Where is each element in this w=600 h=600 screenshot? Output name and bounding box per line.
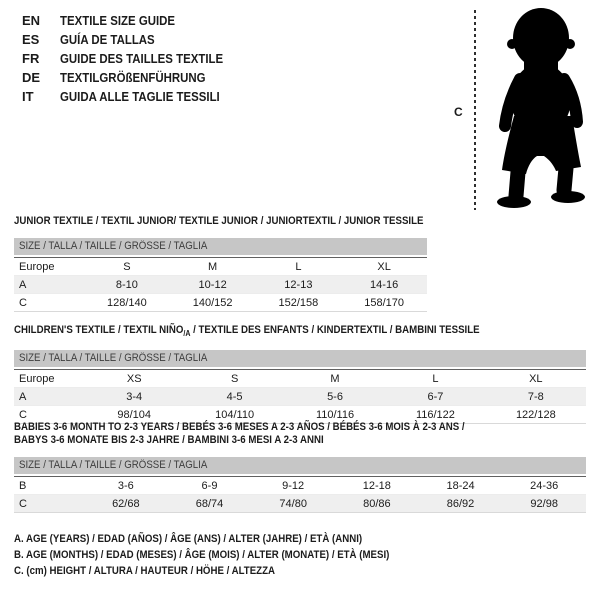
junior-size-header (14, 238, 427, 255)
row-label: Europe (19, 372, 55, 385)
table-cell: 24-36 (530, 479, 559, 492)
children-title (14, 324, 586, 340)
table-cell: 80/86 (363, 497, 391, 510)
language-title: TEXTILE SIZE GUIDE (60, 13, 176, 28)
language-title: TEXTILGRÖßENFÜHRUNG (60, 70, 206, 85)
legend-note-b (14, 547, 441, 563)
children-title-text (14, 324, 480, 340)
children-title-suffix: / TEXTILE DES ENFANTS / KINDERTEXTIL / BAMBINI TESSILE (190, 324, 480, 336)
language-row-es (22, 30, 245, 49)
legend-notes (14, 531, 441, 579)
table-cell: L (432, 372, 439, 385)
language-title: GUIDA ALLE TAGLIE TESSILI (60, 89, 220, 104)
row-label: A (19, 390, 27, 403)
junior-title (14, 215, 427, 228)
table-row-height (14, 494, 586, 512)
language-row-fr (22, 49, 245, 68)
legend-note-a (14, 531, 441, 547)
height-dashed-line (474, 10, 476, 210)
babies-size-header (14, 457, 586, 474)
babies-title-line1: BABIES 3-6 MONTH TO 2-3 YEARS / BEBÉS 3-6 MESES A 2-3 AÑOS / BÉBÉS 3-6 MOIS À 2-3 ANS / (14, 421, 465, 433)
height-measure-label: C (454, 105, 463, 119)
table-cell: 152/158 (278, 296, 319, 309)
language-list (22, 11, 245, 106)
language-title: GUÍA DE TALLAS (60, 32, 155, 47)
size-header-text: SIZE / TALLA / TAILLE / GRÖSSE / TAGLIA (19, 459, 208, 471)
table-cell: 6-7 (427, 390, 444, 403)
table-cell: 3-4 (126, 390, 143, 403)
babies-table (14, 476, 586, 513)
table-cell: 68/74 (195, 497, 224, 510)
table-row-age (14, 275, 427, 293)
table-cell: 8-10 (115, 278, 138, 291)
table-cell: 74/80 (279, 497, 307, 510)
table-cell: 128/140 (106, 296, 147, 309)
table-cell: 62/68 (112, 497, 140, 510)
table-cell: 104/110 (215, 408, 255, 421)
legend-note-c-text: C. (cm) HEIGHT / ALTURA / HAUTEUR / HÖHE / ALTEZZA (14, 565, 276, 577)
language-code: IT (22, 89, 34, 104)
table-cell: 5-6 (327, 390, 343, 403)
table-cell: XL (377, 260, 391, 273)
table-cell: 140/152 (192, 296, 233, 309)
junior-section (14, 215, 427, 312)
table-cell: XL (529, 372, 543, 385)
table-cell: 110/116 (315, 408, 355, 421)
junior-title-text: JUNIOR TEXTILE / TEXTIL JUNIOR/ TEXTILE JUNIOR / JUNIORTEXTIL / JUNIOR TESSILE (14, 215, 424, 227)
table-row-europe (14, 370, 586, 387)
table-cell: S (123, 260, 131, 273)
language-title: GUIDE DES TAILLES TEXTILE (60, 51, 224, 66)
language-code: DE (22, 70, 41, 85)
table-cell: 86/92 (446, 497, 475, 510)
table-cell: 92/98 (530, 497, 558, 510)
row-label: C (19, 497, 27, 510)
row-label: C (19, 296, 27, 309)
row-label: Europe (19, 260, 55, 273)
row-label: B (19, 479, 27, 492)
toddler-silhouette-icon (484, 4, 594, 212)
table-cell: M (330, 372, 340, 385)
table-row-age-months (14, 477, 586, 494)
height-measure-figure (450, 4, 596, 216)
language-code: EN (22, 13, 41, 28)
children-table (14, 369, 586, 424)
table-cell: 116/122 (415, 408, 455, 421)
table-cell: 10-12 (198, 278, 227, 291)
table-cell: 122/128 (515, 408, 556, 421)
table-row-europe (14, 258, 427, 275)
table-cell: 14-16 (370, 278, 399, 291)
table-cell: 6-9 (201, 479, 218, 492)
table-row-age (14, 387, 586, 405)
row-label: C (19, 408, 27, 421)
row-label: A (19, 278, 27, 291)
children-title-sub: /A (183, 329, 191, 339)
table-cell: 3-6 (117, 479, 134, 492)
table-cell: 7-8 (527, 390, 544, 403)
legend-note-c (14, 563, 441, 579)
language-row-de (22, 68, 245, 87)
table-cell: M (208, 260, 218, 273)
legend-note-b-text: B. AGE (MONTHS) / EDAD (MESES) / ÂGE (MOIS) / ALTER (MONATE) / ETÀ (MESI) (14, 549, 390, 561)
table-cell: 18-24 (446, 479, 475, 492)
table-cell: 12-13 (284, 278, 313, 291)
table-row-height (14, 293, 427, 311)
size-header-text: SIZE / TALLA / TAILLE / GRÖSSE / TAGLIA (19, 352, 208, 365)
table-cell: 98/104 (117, 408, 152, 421)
children-title-prefix: CHILDREN'S TEXTILE / TEXTIL NIÑO (14, 324, 184, 336)
children-size-header (14, 350, 586, 367)
table-cell: XS (126, 372, 142, 385)
table-cell: L (295, 260, 302, 273)
babies-title (14, 421, 586, 447)
language-code: ES (22, 32, 40, 47)
language-row-en (22, 11, 245, 30)
junior-table (14, 257, 427, 312)
table-cell: 12-18 (362, 479, 391, 492)
language-row-it (22, 87, 245, 106)
table-cell: 158/170 (364, 296, 404, 309)
babies-title-line2: BABYS 3-6 MONATE BIS 2-3 JAHRE / BAMBINI 3-6 MESI A 2-3 ANNI (14, 434, 324, 446)
table-cell: 4-5 (226, 390, 243, 403)
size-header-text: SIZE / TALLA / TAILLE / GRÖSSE / TAGLIA (19, 240, 208, 252)
language-code: FR (22, 51, 40, 66)
babies-section (14, 421, 586, 513)
legend-note-a-text: A. AGE (YEARS) / EDAD (AÑOS) / ÂGE (ANS) / ALTER (JAHRE) / ETÀ (ANNI) (14, 533, 363, 545)
table-cell: 9-12 (282, 479, 305, 492)
children-section (14, 324, 586, 424)
table-cell: S (230, 372, 239, 385)
